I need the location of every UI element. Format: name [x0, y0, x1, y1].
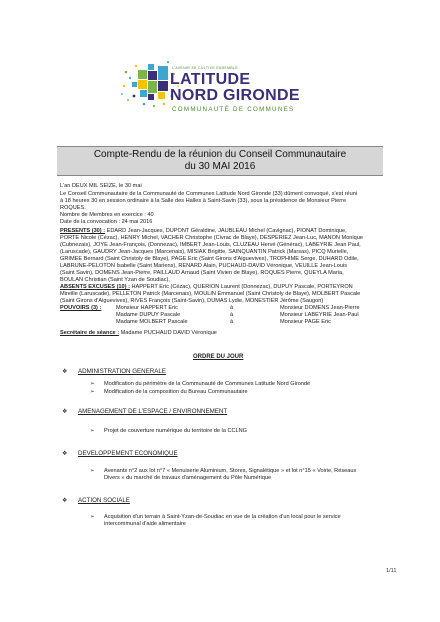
- agenda-item: Avenants n°2 aux lot n°7 « Menuiserie Aluminium, Stores, Signalétique » et lot n°15 « Voirie, Réseaux: [104, 468, 357, 474]
- arrow-bullet-icon: ➢: [90, 468, 95, 474]
- presents-line: GRIMEE Bernard (Saint Christoly de Blaye), PAGE Eric (Saint Girons d'Aiguevives), TROPHIME Serge, DUHARD Odile,: [60, 256, 359, 262]
- agenda-item: intercommunal d'aide alimentaire: [104, 521, 186, 527]
- section-title: AMENAGEMENT DE L'ESPACE / ENVIRONNEMENT: [78, 408, 228, 415]
- presents-line: (Laruscade), GAUDRY Jean-Jacques (Marcenais), MISIAK Brigitte, SAINQUANTIN Patrick (Marsas), PICQ Murielle,: [60, 249, 349, 255]
- pouvoir-a: à: [230, 319, 234, 325]
- document-title: Compte-Rendu de la réunion du Conseil Communautaire: [93, 149, 347, 160]
- presents-line: LABRUNE-PELOTON Isabelle (Saint Mariens), RENARD Alain, PUCHAUD-DAVID Véronique, VEUILLE Jean-Louis: [60, 263, 348, 269]
- arrow-bullet-icon: ➢: [90, 381, 95, 387]
- section-title: ACTION SOCIALE: [78, 497, 130, 504]
- pouvoir-a: à: [230, 305, 234, 311]
- pouvoir-to: Monsieur PAGE Eric: [280, 319, 331, 325]
- agenda-item: Modification du périmètre de la Communauté de Communes Latitude Nord Gironde: [104, 381, 311, 387]
- presents-label: PRESENTS (30) :: [60, 228, 106, 234]
- presents-line: (Cubnezais), JOYE Jean-François, (Donnezac), IMBERT Jean-Louis, CLUZEAU Hervé (Générac), LABEYRIE Jean Paul,: [60, 242, 361, 248]
- pouvoir-to: Monsieur DOMENS Jean-Pierre: [280, 305, 360, 311]
- absents-line: ABSENTS EXCUSES (10) : HAPPERT Eric (Cézac), QUERION Laurent (Donnezac), DUPUY Pascale, PORTEYRON: [60, 284, 353, 290]
- pouvoir-from: Madame MOLBERT Pascale: [116, 319, 188, 325]
- pouvoirs-label: POUVOIRS (3) :: [60, 305, 102, 311]
- presents-line: PRESENTS (30) : EDARD Jean-Jacques, DUPONT Géraldine, JAUBLEAU Michel (Cavignac), PIONAT Dominique,: [60, 228, 347, 234]
- convocation-date: Date de la convocation : 24 mai 2016: [60, 219, 153, 225]
- agenda-item: Modification de la composition du Bureau Communautaire: [104, 389, 248, 395]
- logo-name-line2: NORD GIRONDE: [170, 87, 300, 104]
- section-bullet-icon: ❖: [62, 498, 68, 504]
- intro-text: Le Conseil Communautaire de la Communauté de Communes Latitude Nord Gironde (33) dûment convoqué, s'est réuni: [60, 191, 358, 197]
- secretaire-label: Secrétaire de séance :: [60, 330, 120, 336]
- members-count: Nombre de Membres en exercice : 40: [60, 212, 154, 218]
- section-bullet-icon: ❖: [62, 451, 68, 457]
- secretaire-value: Madame PUCHAUD DAVID Véronique: [119, 330, 217, 336]
- section-title: DEVELOPPEMENT ECONOMIQUE: [78, 450, 178, 457]
- ordre-du-jour-heading: ORDRE DU JOUR: [193, 354, 244, 360]
- section-bullet-icon: ❖: [62, 409, 68, 415]
- absents-line: Mireille (Laruscade), PELLETON Patrick (Marcenais), MOULIN Emmanuel (Saint Christoly de Blaye), MOLBERT Pascale: [60, 291, 361, 297]
- logo-name-line3: COMMUNAUTÉ DE COMMUNES: [172, 106, 295, 113]
- pouvoir-a: à: [230, 312, 234, 318]
- absents-line: (Saint Girons d'Aiguevives), RIVES François (Saint-Savin), DUMAS Lydie, MONESTIER Jérôme (Saugon): [60, 298, 324, 304]
- intro-text: à 18 heures 30 en session ordinaire à la Salle des Halles à Saint-Savin (33), sous la présidence de Monsieur Pierre: [60, 198, 347, 204]
- section-title: ADMINISTRATION GENERALE: [78, 368, 166, 375]
- intro-year: L'an DEUX MIL SEIZE, le 30 mai: [60, 183, 142, 189]
- secretaire-line: [60, 330, 217, 337]
- page-number: 1/11: [386, 568, 397, 574]
- intro-text: ROQUES.: [60, 205, 86, 211]
- presents-line: PORTE Nicole (Cézac), HENRY Michel, VACHER Christophe (Civrac de Blaye), DESPERIEZ Jean-Luc, MANON Monique: [60, 235, 363, 241]
- pouvoir-from: Monsieur HAPPERT Eric: [116, 305, 178, 311]
- arrow-bullet-icon: ➢: [90, 428, 95, 434]
- agenda-item: Acquisition d'un terrain à Saint-Yzan-de-Soudiac en vue de la création d'un local pour le service: [104, 514, 341, 520]
- arrow-bullet-icon: ➢: [90, 514, 95, 520]
- arrow-bullet-icon: ➢: [90, 389, 95, 395]
- document-date: du 30 MAI 2016: [184, 161, 256, 172]
- section-bullet-icon: ❖: [62, 369, 68, 375]
- agenda-item: Projet de couverture numérique du territoire de la CCLNG: [104, 428, 248, 434]
- absents-label: ABSENTS EXCUSES (10) :: [60, 284, 130, 290]
- presents-line: (Saint Savin), DOMENS Jean-Pierre, PAILLAUD Arnaud (Saint Vivien de Blaye), ROQUES Pierre, QUEYLA Maria,: [60, 270, 344, 276]
- pouvoir-from: Madame DUPUY Pascale: [116, 312, 181, 318]
- document-title-box: [57, 146, 383, 176]
- agenda-item: Divers » du marché de travaux d'aménagement du Pôle Numérique: [104, 475, 272, 481]
- logo-name-line1: LATITUDE: [170, 71, 251, 88]
- presents-line: BOULAN Christian (Saint Yzan de Soudiac),: [60, 277, 170, 283]
- pouvoir-to: Monsieur LABEYRIE Jean-Paul: [280, 312, 359, 318]
- logo-tagline: L'AVENIR SE CULTIVE ENSEMBLE: [172, 66, 238, 70]
